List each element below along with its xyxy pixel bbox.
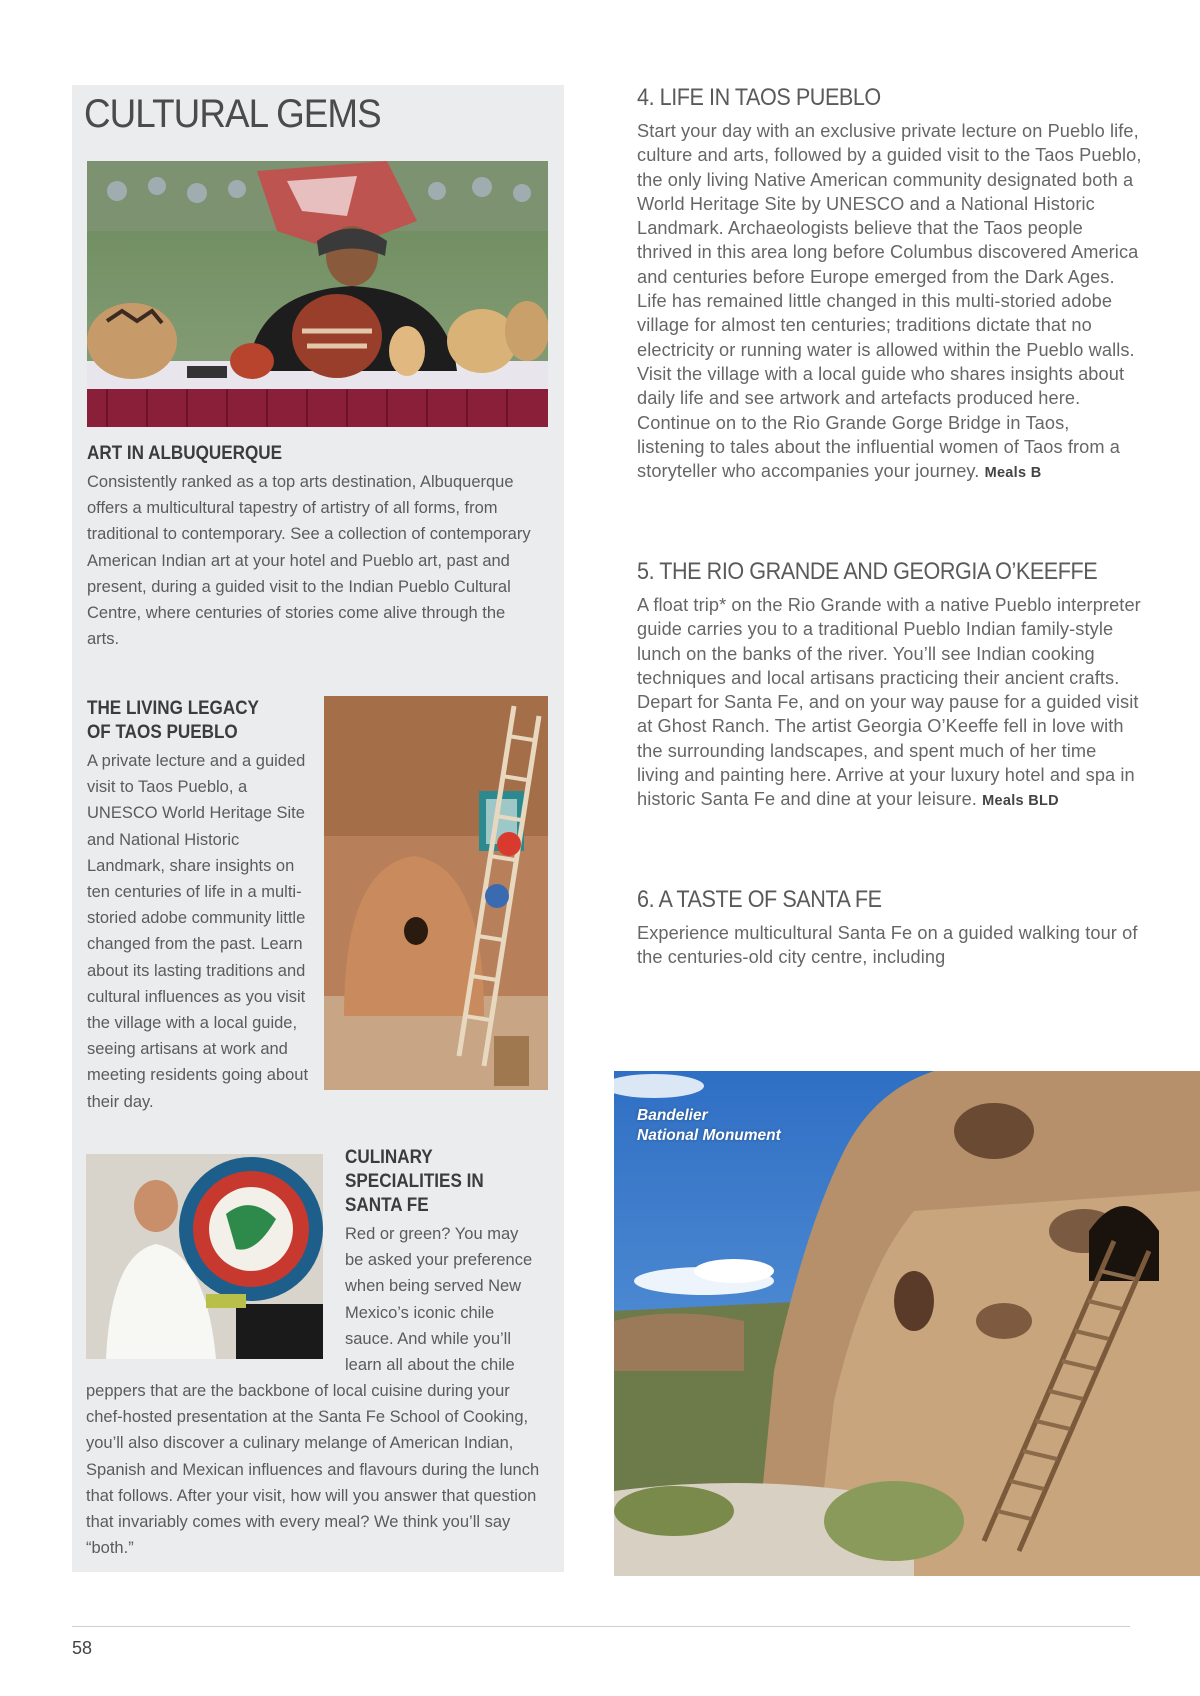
section-5-meals: Meals BLD [982, 793, 1059, 810]
footer-rule [72, 1626, 1130, 1627]
adobe-oven-photo [324, 696, 548, 1090]
culinary-body-top: Red or green? You may be asked your preference when being served New Mexico’s iconic chile sauce. And while you’ll learn all about the chile [345, 1225, 533, 1375]
chef-photo [86, 1154, 323, 1359]
section-5-heading: 5. THE RIO GRANDE AND GEORGIA O’KEEFFE [637, 558, 1098, 585]
legacy-heading: THE LIVING LEGACY OF TAOS PUEBLO [87, 698, 259, 743]
art-body: Consistently ranked as a top arts destination, Albuquerque offers a multicultural tapestry of artistry of all forms, from traditional to contemporary. See a collection of contemporary American Indian art at your hotel and Pueblo art, past and present, during a guided visit to the Indian Pueblo Cultural Centre, where centuries of stories come alive through the arts. [87, 473, 531, 649]
page-number: 58 [72, 1638, 93, 1658]
section-6-heading: 6. A TASTE OF SANTA FE [637, 886, 882, 913]
photo-caption: Bandelier National Monument [637, 1107, 781, 1144]
section-4-meals: Meals B [984, 465, 1042, 482]
legacy-body: A private lecture and a guided visit to Taos Pueblo, a UNESCO World Heritage Site and National Historic Landmark, share insights on ten centuries of life in a multi-storied adobe community little changed from the past. Learn about its lasting traditions and cultural influences as you visit the village with a local guide, seeing artisans at work and meeting residents going about their day. [87, 752, 309, 1111]
pottery-artisan-photo [87, 161, 548, 427]
culinary-body-bottom: peppers that are the backbone of local cuisine during your chef-hosted presentation at the Santa Fe School of Cooking, you’ll also discover a culinary melange of American Indian, Spanish and Mexican influences and flavours during the lunch that follows. After your visit, how will you answer that question that invariably comes with every meal? We think you’ll say “both.” [86, 1382, 540, 1558]
section-5-body: A float trip* on the Rio Grande with a native Pueblo interpreter guide carries you to a traditional Pueblo Indian family-style lunch on the banks of the river. You’ll see Indian cooking techniques and local artisans practicing their ancient crafts. Depart for Santa Fe, and on your way pause for a guided visit at Ghost Ranch. The artist Georgia O’Keeffe fell in love with the surrounding landscapes, and spent much of her time living and painting here. Arrive at your luxury hotel and spa in historic Santa Fe and dine at your leisure. Meals BLD [637, 595, 1141, 810]
section-6-body: Experience multicultural Santa Fe on a guided walking tour of the centuries-old city centre, including [637, 923, 1138, 968]
culinary-heading: CULINARY SPECIALITIES IN SANTA FE [345, 1147, 484, 1216]
panel-title: CULTURAL GEMS [84, 92, 381, 136]
art-heading: ART IN ALBUQUERQUE [87, 443, 283, 464]
section-4-body: Start your day with an exclusive private lecture on Pueblo life, culture and arts, followed by a guided visit to the Taos Pueblo, the only living Native American community designated both a World Heritage Site by UNESCO and a National Historic Landmark. Archaeologists believe that the Taos people thrived in this area long before Columbus discovered America and centuries before Europe emerged from the Dark Ages. Life has remained little changed in this multi-storied adobe village for almost ten centuries; traditions dictate that no electricity or running water is allowed within the Pueblo walls. Visit the village with a local guide who shares insights about daily life and see artwork and artefacts produced here. Continue on to the Rio Grande Gorge Bridge in Taos, listening to tales about the influential women of Taos from a storyteller who accompanies your journey. Meals B [637, 121, 1142, 482]
bandelier-photo [614, 1071, 1200, 1576]
section-4-heading: 4. LIFE IN TAOS PUEBLO [637, 84, 881, 111]
